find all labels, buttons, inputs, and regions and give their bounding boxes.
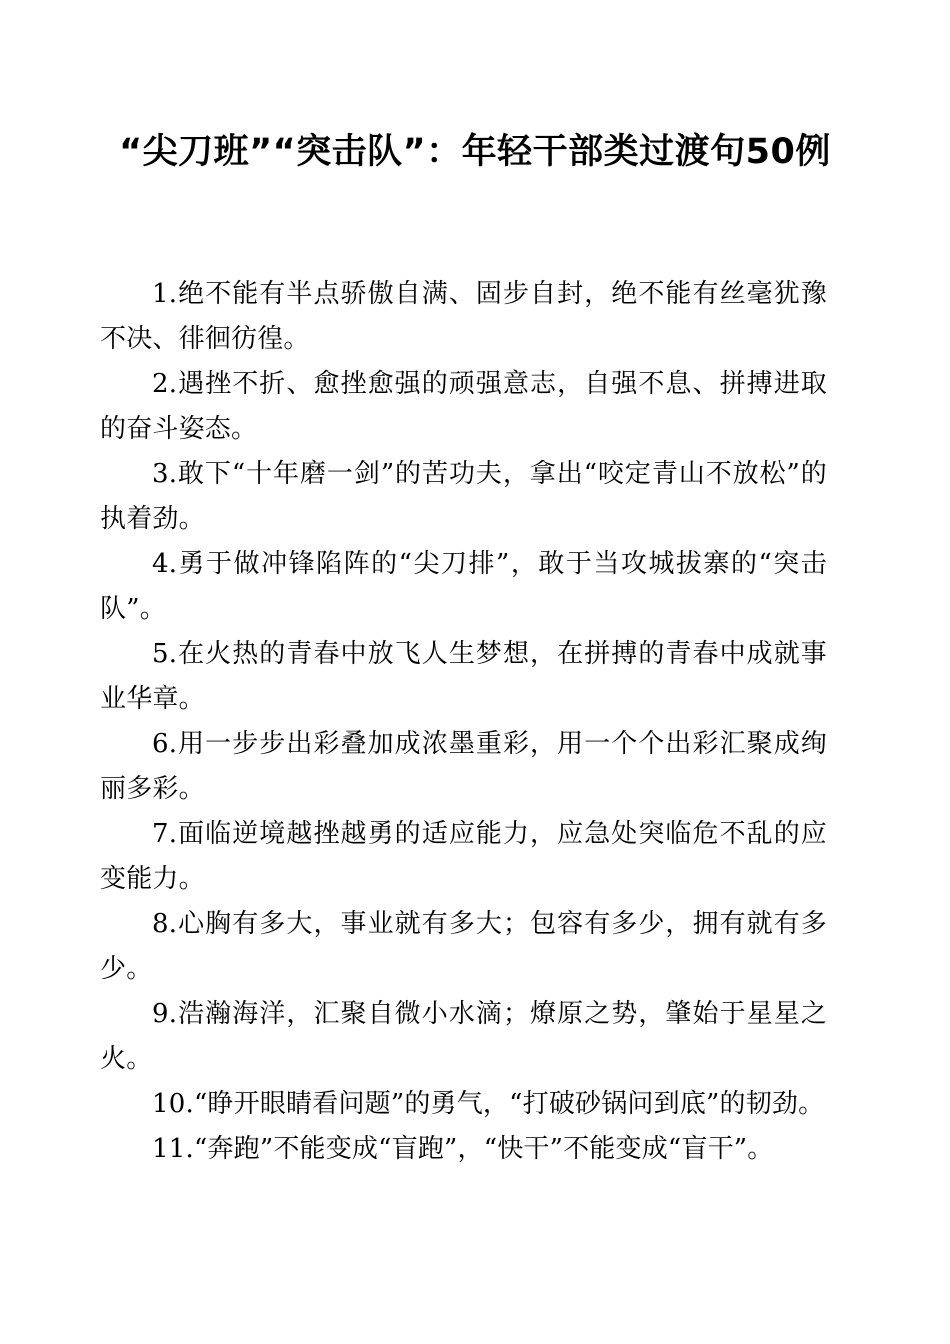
page-title: “尖刀班”“突击队”：年轻干部类过渡句50例 [119, 132, 831, 172]
list-item: 8.心胸有多大，事业就有多大；包容有多少，拥有就有多少。 [100, 909, 827, 984]
list-item: 5.在火热的青春中放飞人生梦想，在拼搏的青春中成就事业华章。 [100, 639, 827, 714]
list-item: 1.绝不能有半点骄傲自满、固步自封，绝不能有丝毫犹豫不决、徘徊彷徨。 [100, 279, 827, 354]
list-item: 4.勇于做冲锋陷阵的“尖刀排”，敢于当攻城拔寨的“突击队”。 [100, 549, 827, 624]
list-item: 9.浩瀚海洋，汇聚自微小水滴；燎原之势，肇始于星星之火。 [100, 999, 827, 1074]
list-item: 10.“睁开眼睛看问题”的勇气，“打破砂锅问到底”的韧劲。 [152, 1089, 825, 1119]
list-item: 3.敢下“十年磨一剑”的苦功夫，拿出“咬定青山不放松”的执着劲。 [100, 459, 827, 534]
list-item: 7.面临逆境越挫越勇的适应能力，应急处突临危不乱的应变能力。 [100, 819, 827, 894]
list-item: 6.用一步步出彩叠加成浓墨重彩，用一个个出彩汇聚成绚丽多彩。 [100, 729, 827, 804]
document-body [100, 272, 827, 1172]
list-item: 11.“奔跑”不能变成“盲跑”，“快干”不能变成“盲干”。 [152, 1134, 774, 1164]
list-item: 2.遇挫不折、愈挫愈强的顽强意志，自强不息、拼搏进取的奋斗姿态。 [100, 369, 827, 444]
